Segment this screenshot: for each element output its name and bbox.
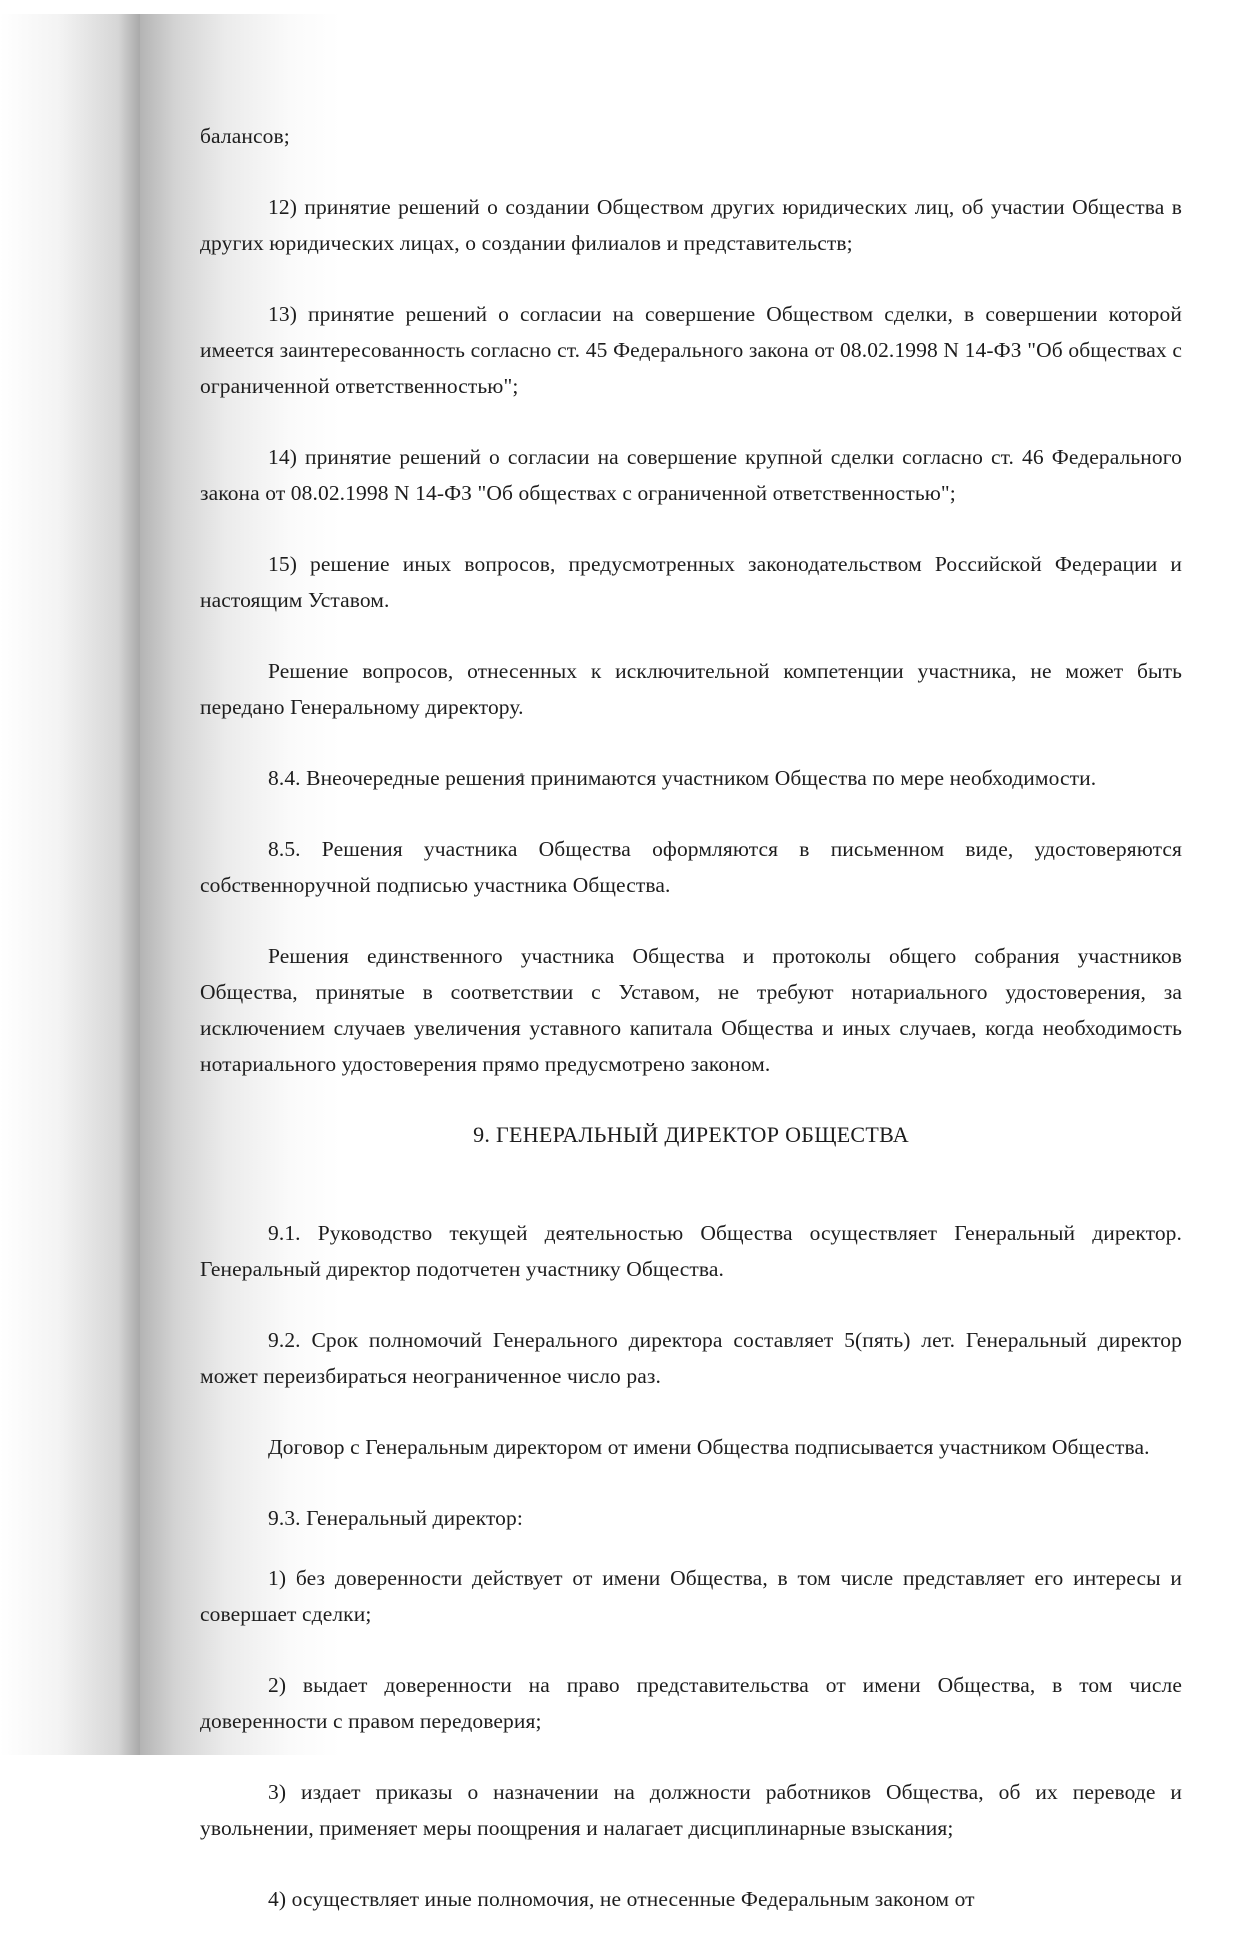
paragraph-notary: Решения единственного участника Общества и протоколы общего собрания участников Общества, принятые в соответствии с Уставом, не требуют нотариального удостоверения, за исключением случаев увеличения уставного капитала Общества и иных случаев, когда необходимость нотариального удостоверения прямо предусмотрено законом. [200,944,1182,1076]
paragraph-item-14: 14) принятие решений о согласии на совершение крупной сделки согласно ст. 46 Федерального закона от 08.02.1998 N 14-ФЗ "Об обществах с ограниченной ответственностью"; [200,445,1182,505]
paragraph-8-5: 8.5. Решения участника Общества оформляются в письменном виде, удостоверяются собственноручной подписью участника Общества. [200,837,1182,897]
paragraph-contract: Договор с Генеральным директором от имени Общества подписывается участником Общества. [268,1435,1150,1459]
paragraph-competence: Решение вопросов, отнесенных к исключительной компетенции участника, не может быть передано Генеральному директору. [200,659,1182,719]
paragraph-continuation: балансов; [200,124,290,148]
paragraph-item-15: 15) решение иных вопросов, предусмотренных законодательством Российской Федерации и настоящим Уставом. [200,552,1182,612]
paragraph-power-3: 3) издает приказы о назначении на должности работников Общества, об их переводе и увольнении, применяет меры поощрения и налагает дисциплинарные взыскания; [200,1780,1182,1840]
paragraph-item-12: 12) принятие решений о создании Обществом других юридических лиц, об участии Общества в других юридических лицах, о создании филиалов и представительств; [200,195,1182,255]
paragraph-9-2: 9.2. Срок полномочий Генерального директора составляет 5(пять) лет. Генеральный директор может переизбираться неограниченное число раз. [200,1328,1182,1388]
document-page [200,118,1182,1952]
binding-gutter [0,14,140,1755]
paragraph-power-4: 4) осуществляет иные полномочия, не отнесенные Федеральным законом от [268,1887,975,1911]
paragraph-item-13: 13) принятие решений о согласии на совершение Обществом сделки, в совершении которой имеется заинтересованность согласно ст. 45 Федерального закона от 08.02.1998 N 14-ФЗ "Об обществах с ограниченной ответственностью"; [200,302,1182,398]
paragraph-9-3: 9.3. Генеральный директор: [268,1506,523,1530]
paragraph-8-4: 8.4. Внеочередные решения принимаются участником Общества по мере необходимости. [268,766,1097,790]
section-heading: 9. ГЕНЕРАЛЬНЫЙ ДИРЕКТОР ОБЩЕСТВА [473,1122,909,1147]
paragraph-power-2: 2) выдает доверенности на право представительства от имени Общества, в том числе доверенности с правом передоверия; [200,1673,1182,1733]
paragraph-power-1: 1) без доверенности действует от имени Общества, в том числе представляет его интересы и совершает сделки; [200,1566,1182,1626]
paragraph-9-1: 9.1. Руководство текущей деятельностью Общества осуществляет Генеральный директор. Генеральный директор подотчетен участнику Общества. [200,1221,1182,1281]
scan-edge [0,0,1240,14]
